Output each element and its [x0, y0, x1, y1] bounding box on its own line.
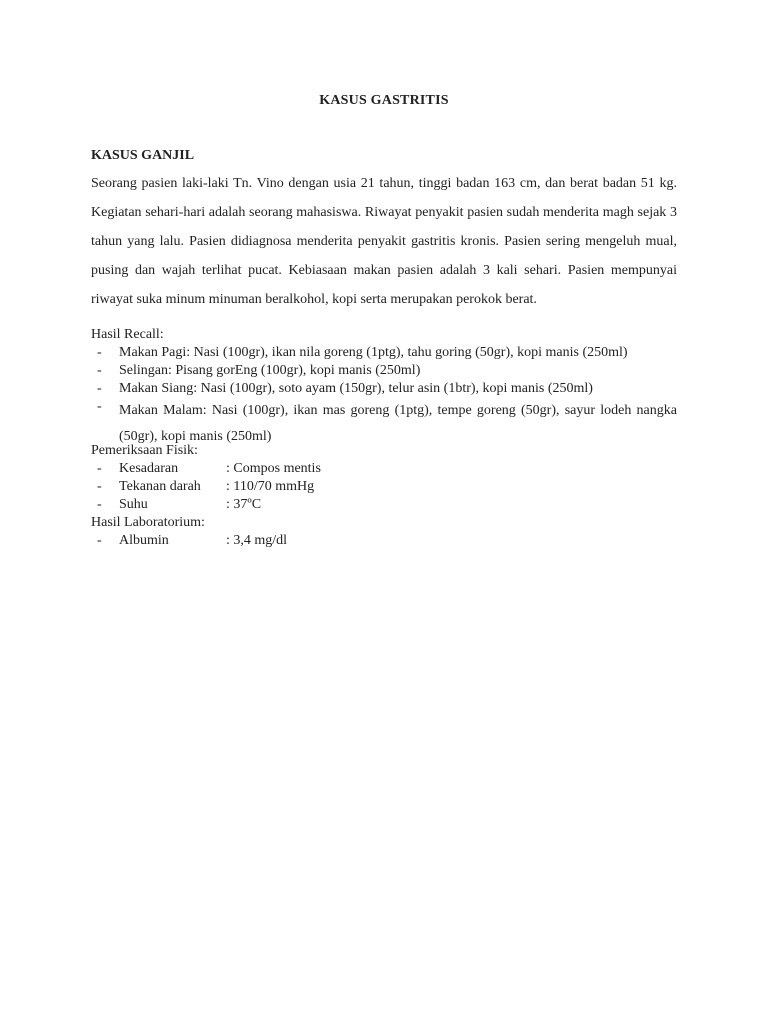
list-item [91, 532, 677, 550]
physical-exam-label: Pemeriksaan Fisik: [91, 443, 198, 458]
recall-item-text: Makan Siang: Nasi (100gr), soto ayam (150gr), telur asin (1btr), kopi manis (250ml) [119, 381, 593, 396]
exam-key: Tekanan darah [119, 479, 201, 494]
bullet-dash: - [97, 479, 102, 494]
section-heading: KASUS GANJIL [91, 148, 195, 163]
lab-results-list [91, 532, 677, 550]
recall-item-text: Selingan: Pisang gorEng (100gr), kopi manis (250ml) [119, 363, 421, 378]
bullet-dash: - [97, 399, 102, 414]
bullet-dash: - [97, 345, 102, 360]
exam-value: : Compos mentis [226, 461, 321, 476]
bullet-dash: - [97, 533, 102, 548]
bullet-dash: - [97, 381, 102, 396]
lab-key: Albumin [119, 533, 169, 548]
list-item [91, 380, 677, 398]
exam-key: Suhu [119, 497, 148, 512]
recall-list [91, 344, 677, 450]
list-item [91, 478, 677, 496]
bullet-dash: - [97, 497, 102, 512]
physical-exam-list [91, 460, 677, 514]
lab-results-label: Hasil Laboratorium: [91, 515, 205, 530]
document-title: KASUS GASTRITIS [319, 93, 449, 108]
lab-value: : 3,4 mg/dl [226, 533, 288, 548]
exam-value: : 110/70 mmHg [226, 479, 315, 494]
recall-item-text: Makan Malam: Nasi (100gr), ikan mas goreng (1ptg), tempe goreng (50gr), sayur lodeh nangka (50gr), kopi manis (250ml) [119, 403, 677, 444]
list-item [91, 460, 677, 478]
list-item [91, 362, 677, 380]
bullet-dash: - [97, 363, 102, 378]
exam-key: Kesadaran [119, 461, 179, 476]
bullet-dash: - [97, 461, 102, 476]
recall-item-text: Makan Pagi: Nasi (100gr), ikan nila goreng (1ptg), tahu goring (50gr), kopi manis (250ml) [119, 345, 628, 360]
recall-label: Hasil Recall: [91, 327, 164, 342]
list-item [91, 344, 677, 362]
case-description-paragraph: Seorang pasien laki-laki Tn. Vino dengan usia 21 tahun, tinggi badan 163 cm, dan berat badan 51 kg. Kegiatan sehari-hari adalah seorang mahasiswa. Riwayat penyakit pasien sudah menderita magh sejak 3 tahun yang lalu. Pasien didiagnosa menderita penyakit gastritis kronis. Pasien sering mengeluh mual, pusing dan wajah terlihat pucat. Kebiasaan makan pasien adalah 3 kali sehari. Pasien mempunyai riwayat suka minum minuman beralkohol, kopi serta merupakan perokok berat. [91, 176, 677, 307]
list-item [91, 496, 677, 514]
exam-value: : 37ºC [226, 497, 262, 512]
